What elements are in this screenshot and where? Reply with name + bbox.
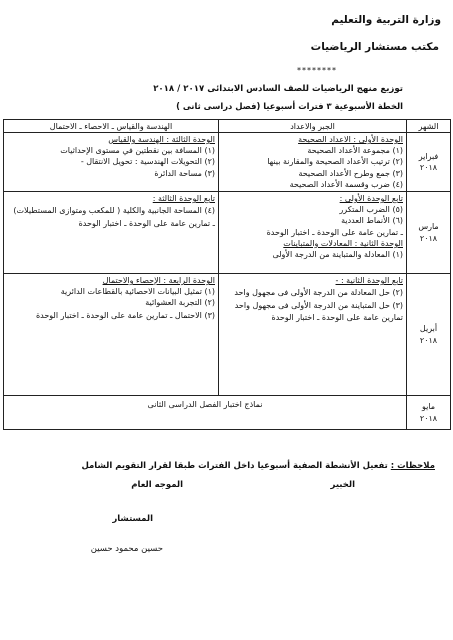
lesson-item: (٦) الأنماط العددية [341, 216, 403, 226]
unit-title: تابع الوحدة الثالثة : [152, 194, 215, 204]
lesson-item: (٣) الاحتمال ـ تمارين عامة على الوحدة ـ اختبار الوحدة [35, 310, 215, 320]
month-cell [407, 274, 451, 396]
lesson-item: (٥) الضرب المتكرر [339, 205, 403, 215]
notes-label: ملاحظات : [390, 461, 435, 471]
table-row [4, 133, 451, 192]
table-row [4, 274, 451, 396]
month-cell [407, 133, 451, 192]
geometry-cell [4, 133, 219, 192]
office-heading: مكتب مستشار الرياضيات [310, 41, 439, 53]
consultant-name: حسين محمود حسين [90, 544, 163, 554]
lesson-item: (١) مجموعة الأعداد الصحيحة [307, 146, 403, 156]
lesson-item: تمارين عامة على الوحدة ـ اختبار الوحدة [271, 313, 403, 323]
month-year: ٢٠١٨ [419, 413, 438, 423]
algebra-cell [219, 274, 407, 396]
consultant-signature: المستشار [112, 514, 153, 524]
exam-models-cell: نماذج اختبار الفصل الدراسى الثانى [4, 396, 407, 430]
lesson-item: (١) المعادلة والمتباينة من الدرجة الأولى [272, 250, 403, 260]
expert-signature: الخبير [330, 480, 355, 490]
unit-title: الوحدة الرابعة : الإحصاء والاحتمال [102, 276, 215, 286]
unit-title: الوحدة الثالثة : الهندسة والقياس [108, 135, 215, 144]
month-column-header: الشهر [407, 120, 451, 133]
unit-title: تابع الوحدة الأولى : [339, 194, 403, 204]
lesson-item: (١) المسافة بين نقطتين في مستوى الإحداثيات [60, 146, 215, 156]
algebra-column-header: الجبر والاعداد [219, 120, 407, 133]
lesson-item: (٢) التحويلات الهندسية : تحويل الانتقال - [80, 157, 215, 167]
algebra-cell [219, 192, 407, 274]
month-name: أبريل [419, 324, 438, 334]
ministry-heading: وزارة التربية والتعليم [331, 14, 441, 26]
supervisor-signature: الموجه العام [131, 480, 183, 490]
lesson-item: (٣) جمع وطرح الأعداد الصحيحة [298, 168, 403, 178]
month-year: ٢٠١٨ [419, 163, 438, 172]
month-name: مايو [421, 402, 436, 412]
unit-title: الوحدة الأولى : الاعداد الصحيحة [298, 135, 403, 144]
notes-line [81, 461, 435, 471]
curriculum-table [3, 119, 451, 430]
lesson-item: (٢) حل المعادلة من الدرجة الأولى فى مجهول واحد [234, 288, 403, 298]
notes-text: تفعيل الأنشطة الصفية أسبوعيا داخل الفترات طبقا لقرار التقويم الشامل [81, 461, 388, 471]
table-header-row [4, 120, 451, 133]
stars-divider: ******** [297, 66, 337, 75]
lesson-item: (١) تمثيل البيانات الاحصائية بالقطاعات الدائرية [60, 287, 215, 297]
table-row [4, 396, 451, 430]
lesson-item: (٣) حل المتباينة من الدرجة الأولى فى مجهول واحد [234, 301, 403, 311]
unit-title: الوحدة الثانية : المعادلات والمتباينات [283, 238, 403, 248]
lesson-item: ـ تمارين عامة على الوحدة ـ اختبار الوحدة [78, 219, 215, 229]
table-row [4, 192, 451, 274]
month-name: فبراير [418, 151, 439, 161]
geometry-column-header: الهندسة والقياس ـ الاحصاء ـ الاحتمال [4, 120, 219, 133]
document-title: توزيع منهج الرياضيات للصف السادس الابتدائى ٢٠١٧ / ٢٠١٨ [153, 84, 403, 94]
geometry-cell [4, 192, 219, 274]
geometry-cell [4, 274, 219, 396]
lesson-item: (٤) المساحة الجانبية والكلية ( للمكعب ومتوازى المستطيلات) [13, 206, 215, 216]
algebra-cell [219, 133, 407, 192]
month-year: ٢٠١٨ [419, 335, 438, 345]
lesson-item: (٤) ضرب وقسمة الأعداد الصحيحة [289, 179, 403, 189]
lesson-item: (٣) مساحة الدائرة [154, 168, 215, 178]
month-name: مارس [418, 222, 439, 232]
document-subtitle: الخطة الأسبوعية ٣ فترات أسبوعيا (فصل دراسى ثانى ) [176, 101, 403, 111]
lesson-item: (٢) التجربة العشوائية [145, 298, 215, 308]
unit-title: تابع الوحدة الثانية : - [335, 276, 403, 286]
lesson-item: (٢) ترتيب الأعداد الصحيحة والمقارنة بينها [267, 157, 403, 167]
lesson-item: ـ تمارين عامة على الوحدة ـ اختبار الوحدة [266, 227, 403, 237]
month-cell [407, 192, 451, 274]
month-year: ٢٠١٨ [419, 233, 438, 243]
month-cell [407, 396, 451, 430]
